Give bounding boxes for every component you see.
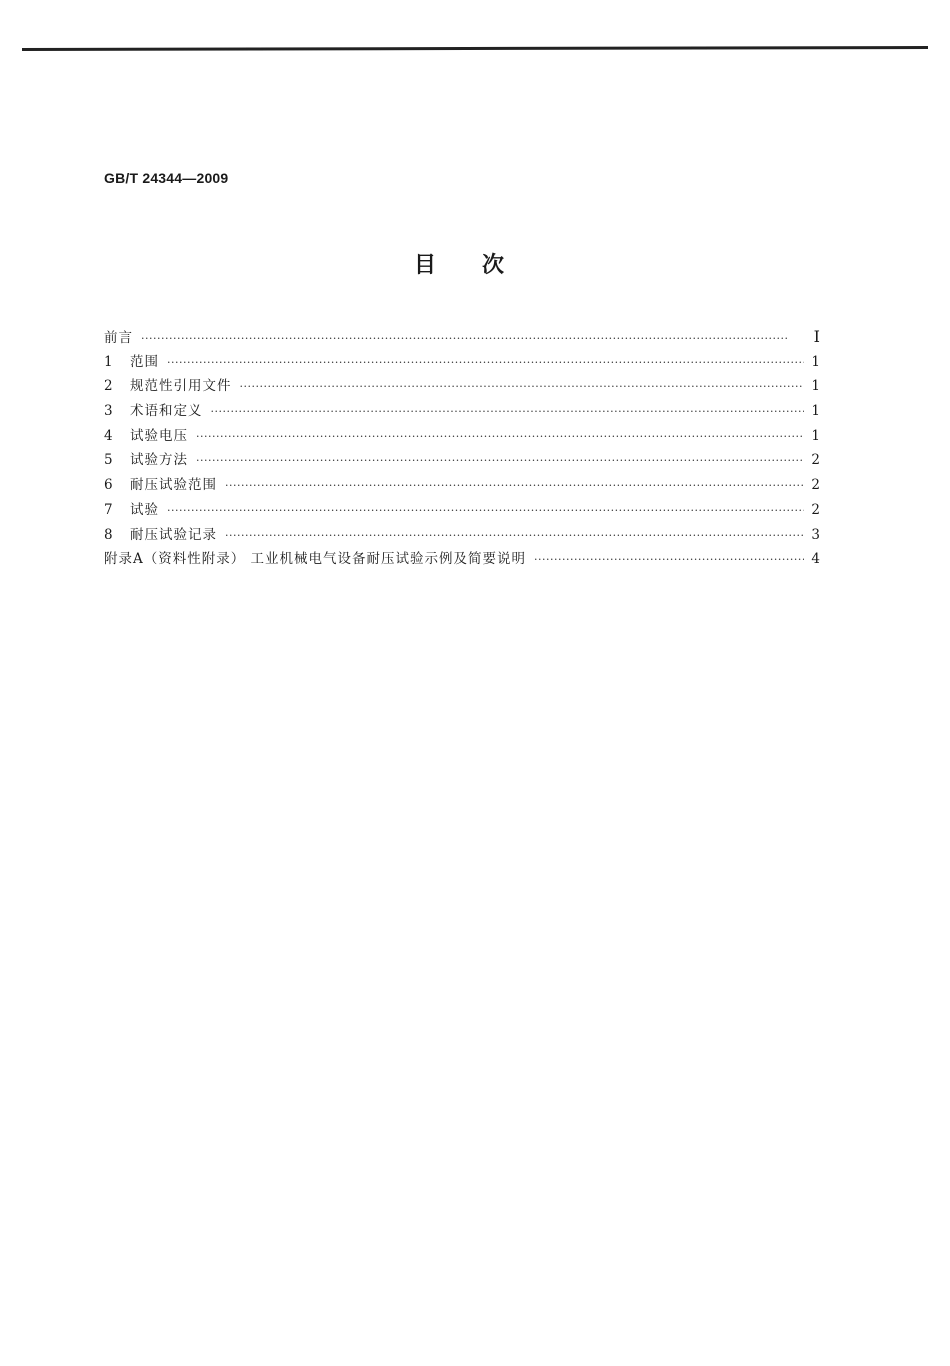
- dot-leader: [225, 474, 804, 499]
- toc-entry-page: 1: [811, 353, 820, 370]
- toc-entry-4[interactable]: [104, 424, 820, 449]
- dot-leader: [141, 327, 804, 352]
- dot-leader: [167, 351, 804, 376]
- toc-entry-label: 术语和定义: [130, 403, 203, 420]
- toc-entry-page: 2: [811, 452, 820, 469]
- dot-leader: [167, 499, 804, 524]
- toc-entry-label: 前言: [104, 330, 133, 346]
- toc-entry-number: 4: [104, 427, 113, 444]
- dot-leader: [225, 524, 804, 549]
- toc-entry-page: Ⅰ: [813, 327, 820, 346]
- toc-entry-3[interactable]: [104, 399, 820, 424]
- toc-entry-appendix-a[interactable]: [104, 547, 820, 572]
- toc-entry-label: 耐压试验范围: [130, 477, 217, 494]
- toc-entry-label: 耐压试验记录: [130, 526, 217, 543]
- toc-entry-label: 试验电压: [130, 427, 188, 444]
- dot-leader: [211, 400, 805, 425]
- table-of-contents: [104, 325, 820, 572]
- dot-leader: [196, 425, 804, 450]
- toc-entry-number: 6: [104, 477, 113, 494]
- toc-entry-number: 8: [104, 526, 113, 543]
- toc-entry-label: 试验: [130, 501, 159, 518]
- toc-entry-label: 附录A（资料性附录） 工业机械电气设备耐压试验示例及简要说明: [104, 551, 527, 568]
- toc-entry-number: 3: [104, 403, 113, 420]
- toc-entry-page: 3: [811, 526, 820, 543]
- toc-entry-page: 2: [811, 501, 820, 518]
- toc-entry-page: 1: [811, 403, 820, 420]
- header-rule: [22, 46, 928, 51]
- toc-entry-label: 试验方法: [130, 452, 188, 469]
- toc-entry-7[interactable]: [104, 498, 820, 523]
- toc-entry-foreword[interactable]: [104, 325, 820, 350]
- dot-leader: [196, 449, 804, 474]
- toc-entry-2[interactable]: [104, 374, 820, 399]
- toc-entry-label: 规范性引用文件: [130, 378, 232, 395]
- toc-entry-page: 4: [811, 551, 820, 568]
- toc-entry-page: 2: [811, 477, 820, 494]
- toc-entry-page: 1: [811, 378, 820, 395]
- toc-entry-page: 1: [811, 427, 820, 444]
- toc-entry-number: 7: [104, 501, 113, 518]
- toc-entry-8[interactable]: [104, 523, 820, 548]
- dot-leader: [240, 375, 805, 400]
- toc-entry-6[interactable]: [104, 473, 820, 498]
- toc-entry-number: 2: [104, 378, 113, 395]
- toc-entry-5[interactable]: [104, 448, 820, 473]
- dot-leader: [534, 548, 804, 573]
- toc-entry-number: 5: [104, 452, 113, 469]
- toc-entry-label: 范围: [130, 353, 159, 370]
- standard-code: GB/T 24344—2009: [104, 170, 229, 186]
- toc-title: 目次: [413, 253, 550, 278]
- toc-entry-1[interactable]: [104, 350, 820, 375]
- toc-entry-number: 1: [104, 353, 113, 370]
